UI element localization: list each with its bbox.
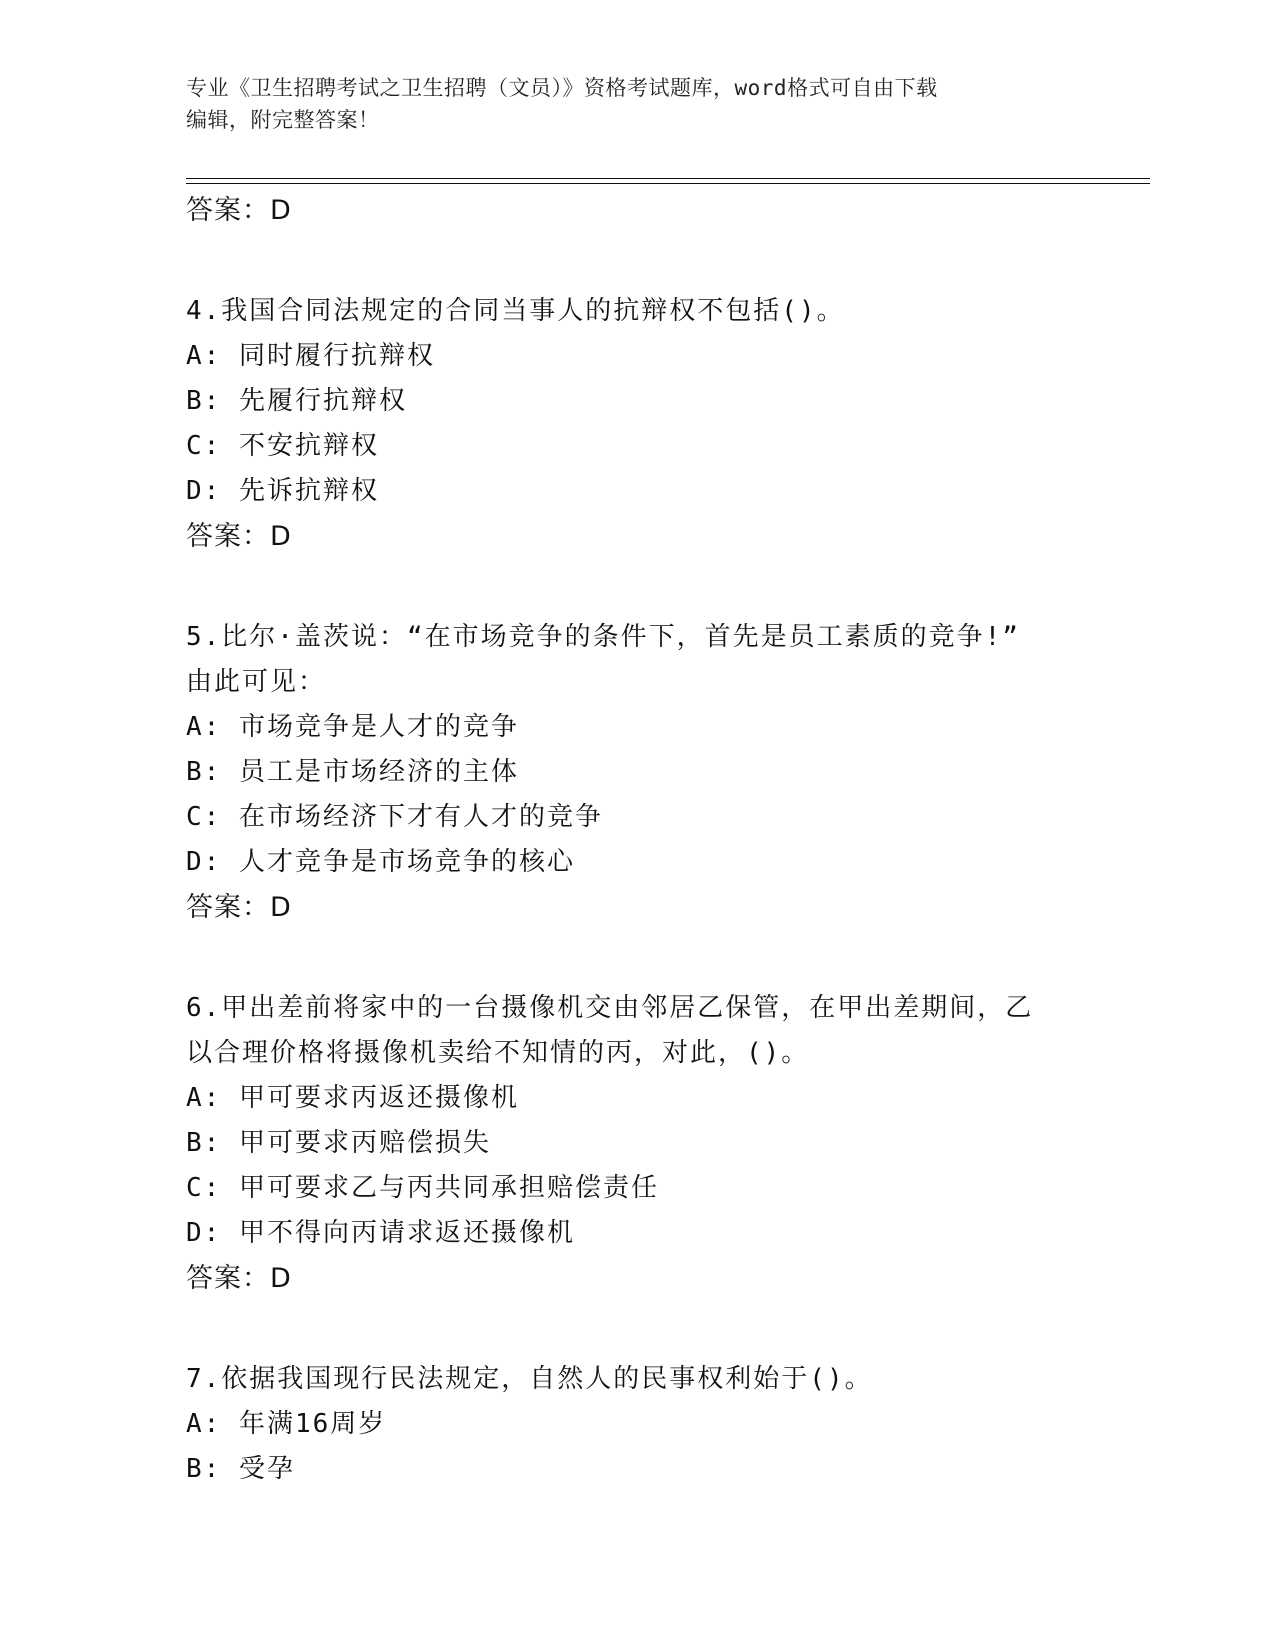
question-stem — [186, 986, 1086, 1076]
question-stem-line: 5.比尔·盖茨说：“在市场竞争的条件下，首先是员工素质的竞争!” — [186, 622, 1020, 652]
header-rule-bottom — [186, 183, 1150, 184]
answer-line: 答案：D — [186, 521, 292, 552]
option-a: A: 市场竞争是人才的竞争 — [186, 712, 519, 742]
option-b: B: 受孕 — [186, 1454, 295, 1484]
question-7 — [186, 1357, 1086, 1492]
question-6 — [186, 986, 1086, 1301]
question-stem — [186, 615, 1086, 705]
question-stem — [186, 1357, 1086, 1402]
header-rule-top — [186, 178, 1150, 179]
option-c: C: 甲可要求乙与丙共同承担赔偿责任 — [186, 1173, 659, 1203]
answer-line: 答案：D — [186, 892, 292, 923]
option-b: B: 先履行抗辩权 — [186, 386, 407, 416]
option-c: C: 在市场经济下才有人才的竞争 — [186, 802, 603, 832]
question-5 — [186, 615, 1086, 930]
option-d: D: 人才竞争是市场竞争的核心 — [186, 847, 575, 877]
option-d: D: 先诉抗辩权 — [186, 476, 379, 506]
answer-line: 答案：D — [186, 1263, 292, 1294]
question-list — [186, 188, 1086, 1492]
question-stem-line: 6.甲出差前将家中的一台摄像机交由邻居乙保管，在甲出差期间，乙 — [186, 993, 1034, 1023]
option-b: B: 员工是市场经济的主体 — [186, 757, 519, 787]
header-line-1: 专业《卫生招聘考试之卫生招聘（文员）》资格考试题库，word格式可自由下载 — [186, 76, 938, 100]
question-stem-line: 7.依据我国现行民法规定，自然人的民事权利始于()。 — [186, 1364, 873, 1394]
option-a: A: 同时履行抗辩权 — [186, 341, 435, 371]
question-stem-line: 由此可见： — [186, 667, 327, 697]
option-b: B: 甲可要求丙赔偿损失 — [186, 1128, 491, 1158]
answer-line: 答案：D — [186, 195, 292, 226]
question-stem — [186, 289, 1086, 334]
question-stem-line: 4.我国合同法规定的合同当事人的抗辩权不包括()。 — [186, 296, 845, 326]
question-4 — [186, 289, 1086, 559]
document-header — [186, 72, 1066, 136]
option-d: D: 甲不得向丙请求返还摄像机 — [186, 1218, 575, 1248]
header-line-2: 编辑，附完整答案！ — [186, 108, 380, 132]
option-a: A: 甲可要求丙返还摄像机 — [186, 1083, 519, 1113]
question-stem-line: 以合理价格将摄像机卖给不知情的丙，对此，()。 — [186, 1038, 810, 1068]
option-a: A: 年满16周岁 — [186, 1409, 387, 1439]
option-c: C: 不安抗辩权 — [186, 431, 379, 461]
